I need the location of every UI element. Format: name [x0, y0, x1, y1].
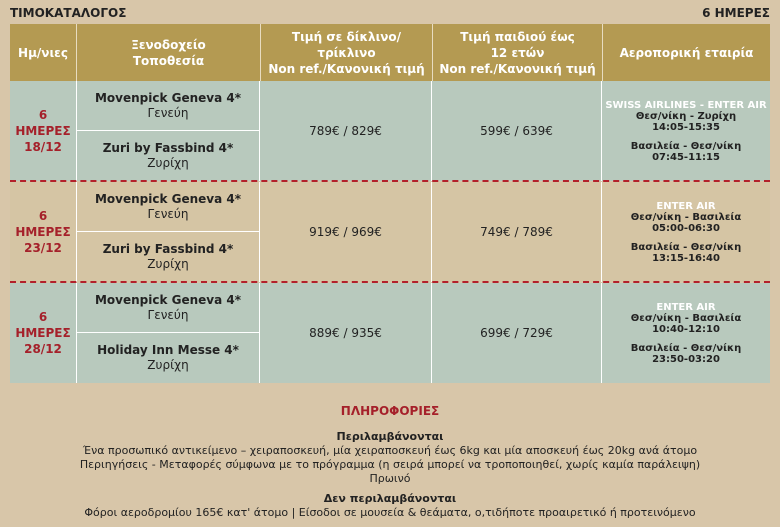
row-hotels — [76, 182, 260, 282]
hotel-name: Movenpick Geneva 4* — [94, 292, 242, 307]
hotel-cell — [77, 131, 259, 181]
hotel-name: Movenpick Geneva 4* — [94, 90, 242, 105]
outbound-route: Θεσ/νίκη - Βασιλεία — [630, 211, 742, 223]
row-child-price: 749€ / 789€ — [432, 182, 602, 282]
table-row — [10, 182, 770, 282]
row-days-word: ΗΜΕΡΕΣ — [15, 326, 71, 340]
row-price: 889€ / 935€ — [260, 283, 432, 383]
return-route: Βασιλεία - Θεσ/νίκη — [630, 342, 742, 354]
hotel-city: Ζυρίχη — [147, 358, 189, 372]
hotel-city: Ζυρίχη — [147, 156, 189, 170]
header-child-price-label: 12 ετών — [490, 45, 545, 60]
top-bar — [0, 0, 780, 24]
row-hotels — [76, 283, 260, 383]
header-airline-label: Αεροπορική εταιρία — [619, 45, 754, 60]
airline-carrier: SWISS AIRLINES - ENTER AIR — [605, 99, 767, 111]
row-days-number: 6 — [38, 108, 48, 122]
hotel-cell — [77, 283, 259, 333]
hotel-cell — [77, 182, 259, 232]
included-item: Πρωινό — [369, 472, 411, 485]
header-days — [10, 24, 76, 81]
excluded-title: Δεν περιλαμβάνονται — [323, 492, 457, 505]
header-child-price — [433, 24, 602, 81]
row-child-price: 599€ / 639€ — [432, 81, 602, 181]
row-airline — [602, 182, 770, 282]
header-airline — [603, 24, 770, 81]
row-days-number: 6 — [38, 209, 48, 223]
header-location-label: Τοποθεσία — [132, 53, 205, 68]
hotel-city: Γενεύη — [147, 206, 189, 221]
return-route: Βασιλεία - Θεσ/νίκη — [630, 140, 742, 152]
hotel-name: Zuri by Fassbind 4* — [102, 141, 234, 155]
hotel-city: Γενεύη — [147, 105, 189, 120]
return-time: 13:15-16:40 — [652, 252, 720, 264]
included-section — [0, 430, 780, 520]
hotel-name: Zuri by Fassbind 4* — [102, 242, 234, 256]
row-price: 919€ / 969€ — [260, 182, 432, 282]
included-item: Ένα προσωπικό αντικείμενο – χειραποσκευή, μία χειραποσκευή έως 6kg και μία αποσκευή έως 20kg ανά άτομο — [82, 444, 698, 457]
included-title: Περιλαμβάνονται — [336, 430, 444, 443]
outbound-time: 14:05-15:35 — [652, 121, 720, 133]
duration-label: 6 ΗΜΕΡΕΣ — [702, 6, 770, 20]
included-item: Περιηγήσεις - Μεταφορές σύμφωνα με το πρόγραμμα (η σειρά μπορεί να τροποποιηθεί, χωρίς καμία παράλειψη) — [79, 458, 701, 471]
airline-carrier: ENTER AIR — [656, 200, 716, 212]
header-days-label: Ημ/νιες — [18, 45, 68, 60]
return-time: 23:50-03:20 — [652, 353, 720, 365]
hotel-cell — [77, 81, 259, 131]
row-dates — [10, 182, 76, 282]
row-airline — [602, 283, 770, 383]
return-time: 07:45-11:15 — [652, 151, 720, 163]
table-header — [10, 24, 770, 81]
header-price-label: Non ref./Κανονική τιμή — [268, 61, 425, 76]
row-days-word: ΗΜΕΡΕΣ — [15, 124, 71, 138]
header-hotel-label: Ξενοδοχείο — [131, 37, 206, 52]
row-date: 18/12 — [24, 140, 62, 154]
hotel-city: Γενεύη — [147, 307, 189, 322]
hotel-name: Movenpick Geneva 4* — [94, 191, 242, 206]
price-list-title: ΤΙΜΟΚΑΤΑΛΟΓΟΣ — [10, 6, 127, 20]
excluded-item: Φόροι αεροδρομίου 165€ κατ' άτομο | Είσοδοι σε μουσεία & θεάματα, ο,τιδήποτε προαιρετικό ή προτεινόμενο — [84, 506, 696, 519]
row-dates — [10, 283, 76, 383]
header-hotel — [77, 24, 260, 81]
return-route: Βασιλεία - Θεσ/νίκη — [630, 241, 742, 253]
row-hotels — [76, 81, 260, 181]
row-price: 789€ / 829€ — [260, 81, 432, 181]
hotel-cell — [77, 333, 259, 383]
header-price-label: τρίκλινο — [317, 45, 376, 60]
row-dates — [10, 81, 76, 181]
row-days-number: 6 — [38, 310, 48, 324]
airline-carrier: ENTER AIR — [656, 301, 716, 313]
header-price-label: Τιμή σε δίκλινο/ — [291, 29, 402, 44]
outbound-route: Θεσ/νίκη - Ζυρίχη — [635, 110, 737, 122]
row-days-word: ΗΜΕΡΕΣ — [15, 225, 71, 239]
hotel-city: Ζυρίχη — [147, 257, 189, 271]
outbound-time: 05:00-06:30 — [652, 222, 720, 234]
table-row — [10, 283, 770, 383]
row-date: 23/12 — [24, 241, 62, 255]
header-child-price-label: Τιμή παιδιού έως — [460, 29, 575, 44]
hotel-cell — [77, 232, 259, 282]
outbound-time: 10:40-12:10 — [652, 323, 720, 335]
row-child-price: 699€ / 729€ — [432, 283, 602, 383]
row-airline — [602, 81, 770, 181]
header-price — [261, 24, 432, 81]
table-row — [10, 81, 770, 181]
outbound-route: Θεσ/νίκη - Βασιλεία — [630, 312, 742, 324]
row-date: 28/12 — [24, 342, 62, 356]
hotel-name: Holiday Inn Messe 4* — [97, 343, 239, 357]
header-child-price-label: Non ref./Κανονική τιμή — [439, 61, 596, 76]
info-title: ΠΛΗΡΟΦΟΡΙΕΣ — [340, 404, 440, 418]
